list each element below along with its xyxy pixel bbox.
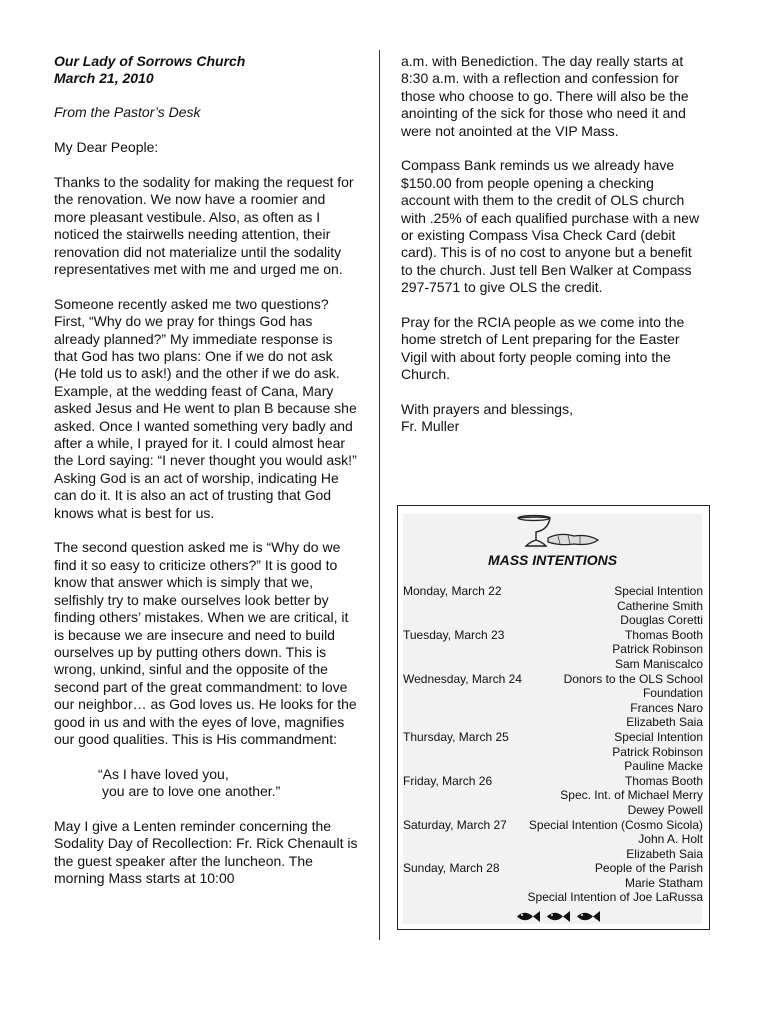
mass-intention-name: Thomas Booth [624,773,703,788]
mass-intention-name: Foundation [642,686,703,701]
mass-intention-name: Marie Statham [624,875,703,890]
paragraph-sodality: Thanks to the sodality for making the request for the renovation. We now have a roomier and more pleasant vestibule. Also, as often as I noticed the stairwells needing attention, their renovation did not materialize until the sodality representatives met with me and urged me on. [54,173,354,278]
mass-intention-row [403,628,703,672]
fish-icons [515,909,601,924]
fish-icon [515,909,541,924]
mass-intention-name: Sam Maniscalco [614,656,703,671]
mass-intention-name: Donors to the OLS School [563,671,703,686]
salutation: My Dear People: [54,139,159,156]
fish-icon [575,909,601,924]
paragraph-lenten-reminder: May I give a Lenten reminder concerning the Sodality Day of Recollection: Fr. Rick Chenault is the guest speaker after the luncheon. The morning Mass starts at 10:00 [54,817,358,887]
mass-intentions-panel [403,514,702,924]
right-column [401,53,706,436]
signoff-line-1: With prayers and blessings, [401,401,573,418]
mass-intentions-title: MASS INTENTIONS [487,552,618,568]
fish-icon [545,909,571,924]
mass-intention-name: Dewey Powell [627,802,703,817]
mass-intention-name: Catherine Smith [616,598,703,613]
mass-intention-names [614,584,703,628]
quote-line-1: “As I have loved you, [98,765,229,782]
chalice-icon [508,514,602,552]
mass-intention-row [403,774,703,818]
mass-intention-row [403,672,703,730]
mass-intention-name: Special Intention of Joe LaRussa [527,890,703,905]
scripture-quote [54,766,359,801]
mass-intention-name: Spec. Int. of Michael Merry [560,788,703,803]
mass-intention-row [403,818,703,862]
paragraph-benediction: a.m. with Benediction. The day really starts at 8:30 a.m. with a reflection and confession for those who choose to go. There will also be the anointing of the sick for those who need it and were not anointed at the VIP Mass. [401,53,689,139]
bulletin-date: March 21, 2010 [54,70,154,86]
mass-intention-name: Frances Naro [630,700,703,715]
mass-intention-names [564,672,703,730]
quote-line-2: you are to love one another.” [102,783,281,800]
mass-intention-name: Special Intention (Cosmo Sicola) [528,817,703,832]
mass-intentions-box [397,505,710,930]
mass-intention-row [403,861,703,905]
mass-day: Tuesday, March 23 [403,627,505,642]
mass-intention-names [560,774,703,818]
signoff-line-2: Fr. Muller [401,418,460,435]
mass-intention-name: John A. Holt [638,832,703,847]
mass-intention-names [612,628,703,672]
mass-day: Friday, March 26 [403,773,493,788]
mass-intention-name: Thomas Booth [624,627,703,642]
mass-intentions-list [403,584,703,905]
paragraph-rcia: Pray for the RCIA people as we come into the home stretch of Lent preparing for the Easter Vigil with about forty people coming into the Church. [401,314,685,383]
paragraph-second-question: The second question asked me is “Why do we find it so easy to criticize others?” It is good to know that answer which is simply that we, selfishly try to make ourselves look better by finding others’ mistakes. When we are critical, it is because we are insecure and need to build ourselves up by putting others down. This is wrong, unkind, sinful and the opposite of the second part of the great commandment: to love our neighbor… as God loves us. He looks for the good in us and with the eyes of love, magnifies our good qualities. This is His commandment: [54,539,357,747]
mass-intention-row [403,584,703,628]
column-divider [379,50,380,940]
mass-day: Saturday, March 27 [403,817,507,832]
mass-intention-name: Elizabeth Saia [626,846,703,861]
paragraph-compass-bank: Compass Bank reminds us we already have $150.00 from people opening a checking account with them to the credit of OLS church with .25% of each qualified purchase with a new or existing Compass Visa Check Card (debit card). This is of no cost to anyone but a benefit to the church. Just tell Ben Walker at Compass 297-7571 to give OLS the credit. [401,157,700,296]
mass-intention-name: Patrick Robinson [612,744,703,759]
church-name: Our Lady of Sorrows Church [54,53,246,69]
mass-day: Monday, March 22 [403,584,502,598]
mass-day: Thursday, March 25 [403,729,509,744]
mass-intention-name: Pauline Macke [624,759,703,774]
mass-intention-name: Patrick Robinson [612,642,703,657]
mass-intention-name: Douglas Coretti [620,613,703,628]
paragraph-first-question: Someone recently asked me two questions? First, “Why do we pray for things God has already planned?” My immediate response is that God has two plans: One if we do not ask (He told us to ask!) and the other if we do ask. Example, at the wedding feast of Cana, Mary asked Jesus and He went to plan B because she asked. Once I wanted something very badly and after a while, I prayed for it. I could almost hear the Lord saying: “I never thought you would ask!” Asking God is an act of worship, indicating He can do it. It is also an act of trusting that God knows what is best for us. [54,295,357,521]
mass-intention-name: Elizabeth Saia [626,715,703,730]
mass-intention-names [529,818,703,862]
mass-intention-name: Special Intention [614,729,703,744]
mass-day: Sunday, March 28 [403,861,500,876]
section-heading: From the Pastor’s Desk [54,104,201,121]
mass-intention-names [528,861,703,905]
mass-intention-names [612,730,703,774]
mass-day: Wednesday, March 24 [403,671,522,686]
mass-intention-name: People of the Parish [594,861,703,876]
left-column [54,53,359,905]
mass-intention-row [403,730,703,774]
mass-intention-name: Special Intention [614,584,703,598]
